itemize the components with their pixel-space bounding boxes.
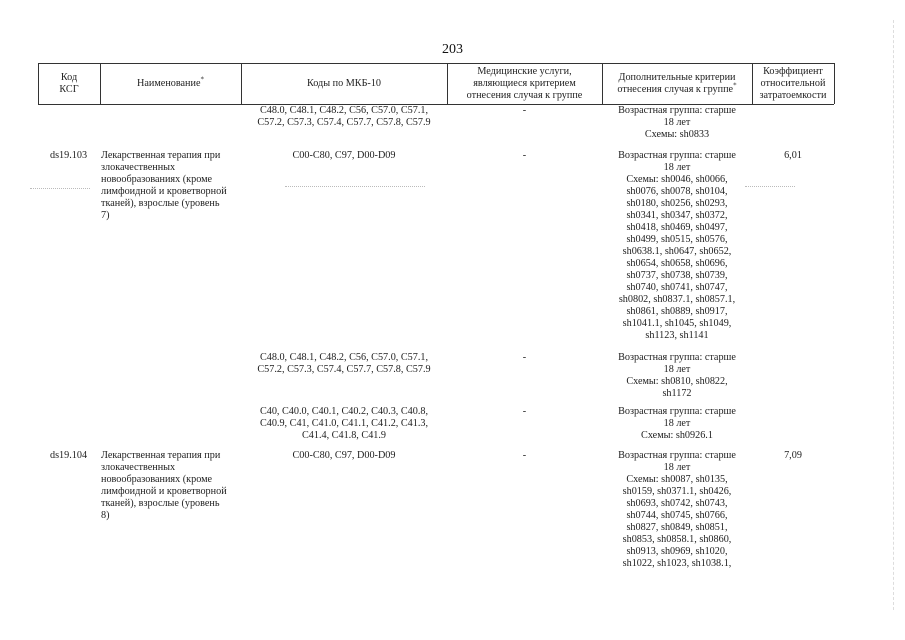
scan-artifact-line	[745, 186, 795, 187]
col-divider	[834, 63, 835, 104]
row-0-services: -	[522, 105, 527, 116]
row-4-coefficient: 7,09	[784, 450, 802, 461]
row-2-icd: C48.0, C48.1, C48.2, C56, C57.0, C57.1, C57.2, C57.3, C57.4, C57.7, C57.8, C57.9	[257, 352, 431, 375]
row-0-criteria: Возрастная группа: старше 18 лет Схемы: sh0833	[618, 105, 736, 140]
header-icd: Коды по МКБ-10	[306, 78, 382, 89]
header-additional	[602, 72, 752, 96]
header-additional-text: Дополнительные критерии отнесения случая к группе	[617, 72, 736, 95]
row-1-icd: C00-C80, C97, D00-D09	[292, 150, 396, 161]
row-3-services: -	[522, 406, 527, 417]
row-1-criteria: Возрастная группа: старше 18 лет Схемы: sh0046, sh0066, sh0076, sh0078, sh0104, sh0180, sh0256, sh0293, sh0341, sh0347, sh0372, sh0418, sh0469, sh0497, sh0499, sh0515, sh0576, sh0638.1, sh0647, sh0652, sh0654, sh0658, sh0696, sh0737, sh0738, sh0739, sh0740, sh0741, sh0747, sh0802, sh0837.1, sh0857.1, sh0861, sh0889, sh0917, sh1041.1, sh1045, sh1049, sh1123, sh1141	[618, 150, 736, 341]
header-coefficient: Коэффициент относительной затратоемкости	[759, 66, 827, 101]
row-4-criteria: Возрастная группа: старше 18 лет Схемы: sh0087, sh0135, sh0159, sh0371.1, sh0426, sh0693, sh0742, sh0743, sh0744, sh0745, sh0766, sh0827, sh0849, sh0851, sh0853, sh0858.1, sh0860, sh0913, sh0969, sh1020, sh1022, sh1023, sh1038.1,	[618, 450, 736, 569]
header-services: Медицинские услуги, являющиеся критерием отнесения случая к группе	[466, 66, 583, 101]
row-3-icd: C40, C40.0, C40.1, C40.2, C40.3, C40.8, C40.9, C41, C41.0, C41.1, C41.2, C41.3, C41.4, C41.8, C41.9	[259, 406, 429, 441]
row-1-coefficient: 6,01	[784, 150, 802, 161]
row-1-code: ds19.103	[50, 150, 88, 161]
row-1-services: -	[522, 150, 527, 161]
row-4-code: ds19.104	[50, 450, 88, 461]
header-code: Код КСГ	[59, 72, 79, 95]
scan-margin-line	[893, 20, 894, 610]
row-4-icd: C00-C80, C97, D00-D09	[292, 450, 396, 461]
scan-artifact-line	[30, 188, 90, 189]
row-0-icd: C48.0, C48.1, C48.2, C56, C57.0, C57.1, C57.2, C57.3, C57.4, C57.7, C57.8, C57.9	[257, 105, 431, 128]
row-3-criteria: Возрастная группа: старше 18 лет Схемы: sh0926.1	[618, 406, 736, 441]
header-name-text: Наименование	[137, 78, 201, 89]
row-4-name: Лекарственная терапия при злокачественных новообразованиях (кроме лимфоидной и кроветворной тканей), взрослые (уровень 8)	[101, 450, 227, 521]
header-top-border	[38, 63, 834, 64]
header-additional-mark: *	[733, 81, 737, 90]
row-2-criteria: Возрастная группа: старше 18 лет Схемы: sh0810, sh0822, sh1172	[618, 352, 736, 399]
header-name	[100, 75, 241, 90]
header-name-mark: *	[200, 75, 204, 84]
row-2-services: -	[522, 352, 527, 363]
scan-artifact-line	[285, 186, 425, 187]
page-number: 203	[442, 42, 463, 57]
row-1-name: Лекарственная терапия при злокачественных новообразованиях (кроме лимфоидной и кроветворной тканей), взрослые (уровень 7)	[101, 150, 227, 221]
row-4-services: -	[522, 450, 527, 461]
